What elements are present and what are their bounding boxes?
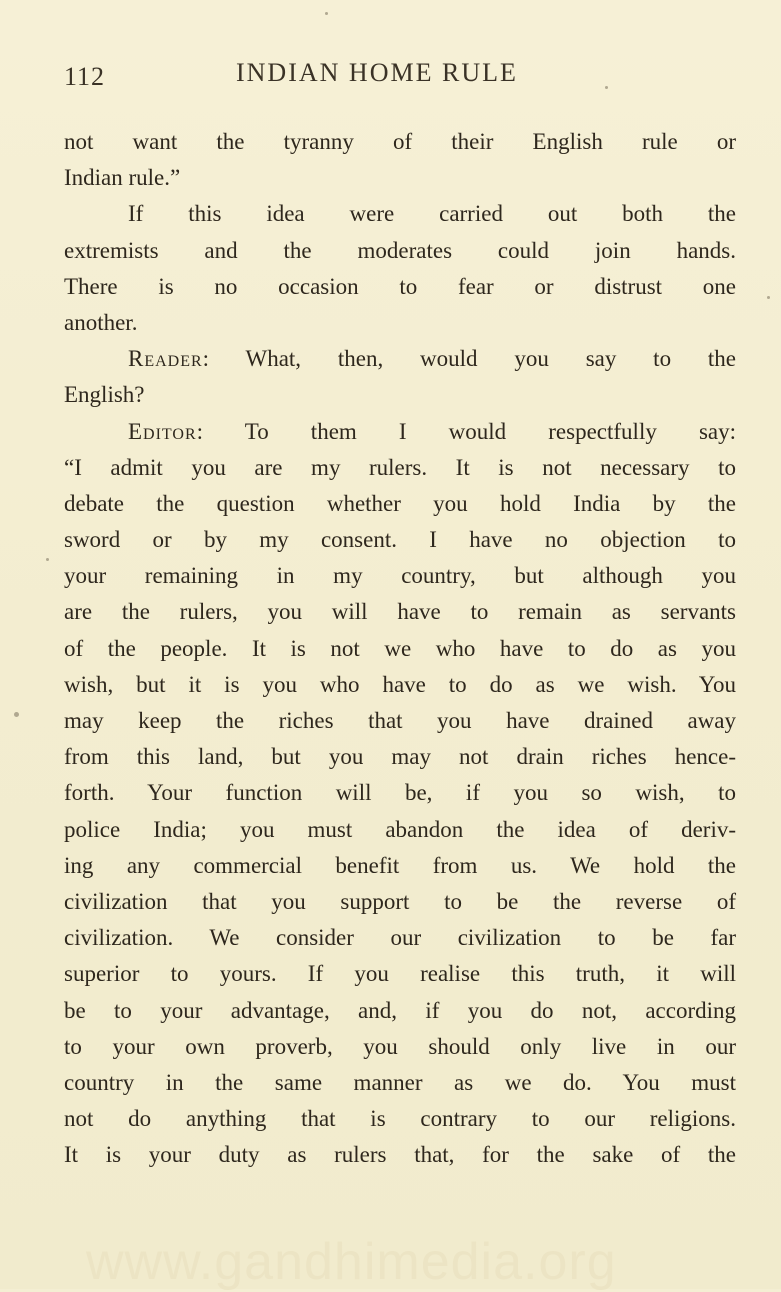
text-line: civilization. We consider our civilization to be far xyxy=(64,925,736,951)
text-line: superior to yours. If you realise this truth, it will xyxy=(64,961,736,987)
text-line: English? xyxy=(64,382,145,408)
paper-speck xyxy=(46,558,49,561)
text-line: sword or by my consent. I have no objection to xyxy=(64,527,736,553)
text-line: of the people. It is not we who have to do as you xyxy=(64,635,736,661)
text-line: your remaining in my country, but although you xyxy=(64,563,736,589)
text-line: If this idea were carried out both the xyxy=(128,201,736,227)
text-line: not want the tyranny of their English rule or xyxy=(64,129,736,154)
text-line: may keep the riches that you have drained away xyxy=(64,708,736,733)
text-line: Indian rule.” xyxy=(64,165,181,191)
text-line: to your own proverb, you should only live in our xyxy=(64,1033,736,1059)
paper-speck xyxy=(767,296,770,299)
text-line: be to your advantage, and, if you do not, according xyxy=(64,997,736,1023)
paper-speck xyxy=(14,712,19,717)
text-line: There is no occasion to fear or distrust one xyxy=(64,273,736,299)
text-line: ing any commercial benefit from us. We hold the xyxy=(64,852,736,878)
text-line xyxy=(64,341,736,377)
text-line: country in the same manner as we do. You must xyxy=(64,1069,736,1095)
text-line: police India; you must abandon the idea of deriv- xyxy=(64,816,736,842)
text-line: from this land, but you may not drain riches hence- xyxy=(64,744,736,770)
page-number: 112 xyxy=(64,62,106,91)
text-line: It is your duty as rulers that, for the sake of the xyxy=(64,1142,736,1168)
text-line: civilization that you support to be the reverse of xyxy=(64,888,736,914)
text-line: forth. Your function will be, if you so wish, to xyxy=(64,780,736,806)
speaker-editor: Editor xyxy=(128,418,197,444)
speaker-separator: : xyxy=(202,346,246,372)
speaker-separator: : xyxy=(196,418,245,444)
line-text: To them I would respectfully say: xyxy=(244,418,736,444)
body-text xyxy=(64,124,736,1173)
speaker-reader: Reader xyxy=(128,346,203,372)
text-line: wish, but it is you who have to do as we wish. You xyxy=(64,671,736,697)
text-line: extremists and the moderates could join hands. xyxy=(64,237,736,263)
watermark: www.gandhimedia.org xyxy=(86,1233,617,1291)
text-line: are the rulers, you will have to remain as servants xyxy=(64,599,736,625)
running-head: INDIAN HOME RULE xyxy=(236,58,518,87)
line-text: What, then, would you say to the xyxy=(245,346,736,372)
page-header xyxy=(64,58,734,98)
paper-speck xyxy=(325,12,328,15)
text-line: “I admit you are my rulers. It is not necessary to xyxy=(64,454,736,480)
text-line xyxy=(64,414,736,450)
text-line: debate the question whether you hold India by the xyxy=(64,490,736,516)
text-line: another. xyxy=(64,309,138,335)
text-line: not do anything that is contrary to our religions. xyxy=(64,1106,736,1132)
